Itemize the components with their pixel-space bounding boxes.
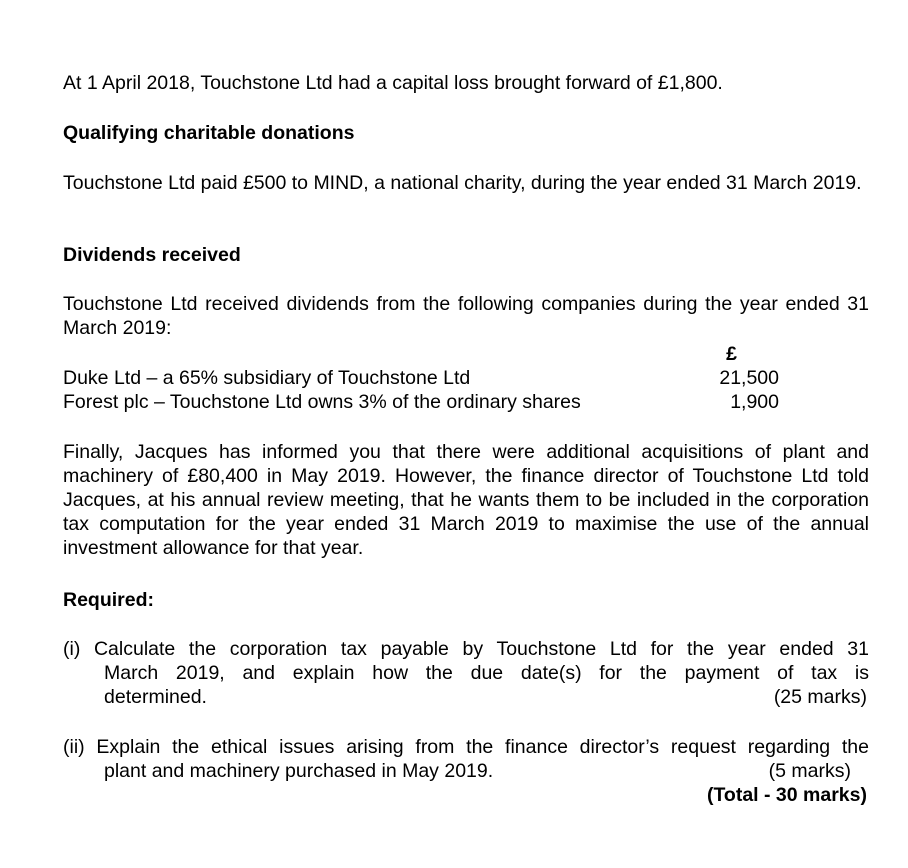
dividends-intro: Touchstone Ltd received dividends from the following companies during the year ended 31 March 2019: [63, 293, 869, 339]
requirement-ii-marks: (5 marks) [768, 760, 851, 782]
requirement-i-line3: determined. [104, 686, 207, 708]
question-page [63, 0, 869, 868]
capital-loss-paragraph: At 1 April 2018, Touchstone Ltd had a capital loss brought forward of £1,800. [63, 72, 723, 94]
requirement-i [63, 637, 869, 709]
dividend-label: Forest plc – Touchstone Ltd owns 3% of the ordinary shares [63, 391, 581, 413]
dividends-heading: Dividends received [63, 244, 241, 266]
requirement-i-marks: (25 marks) [773, 686, 867, 708]
requirement-ii [63, 735, 869, 807]
requirement-i-line2: March 2019, and explain how the due date(s) for the payment of tax is [104, 662, 869, 684]
finally-paragraph: Finally, Jacques has informed you that there were additional acquisitions of plant and machinery of £80,400 in May 2019. However, the finance director of Touchstone Ltd told Jacques, at his annual review meeting, that he wants them to be included in the corporation tax computation for the year ended 31 March 2019 to maximise the use of the annual investment allowance for that year. [63, 441, 869, 559]
currency-header: £ [726, 343, 737, 365]
total-marks: (Total - 30 marks) [706, 784, 867, 806]
requirement-ii-line1: (ii) Explain the ethical issues arising from the finance director’s request regarding the [63, 736, 869, 758]
charitable-heading: Qualifying charitable donations [63, 122, 355, 144]
dividend-label: Duke Ltd – a 65% subsidiary of Touchstone Ltd [63, 367, 471, 389]
currency-header-row [63, 342, 869, 366]
dividend-amount: 1,900 [730, 391, 779, 413]
charitable-paragraph: Touchstone Ltd paid £500 to MIND, a national charity, during the year ended 31 March 2019. [63, 172, 862, 194]
requirement-i-line1: (i) Calculate the corporation tax payable by Touchstone Ltd for the year ended 31 [63, 638, 869, 660]
dividends-table [63, 342, 869, 414]
required-heading: Required: [63, 589, 155, 611]
dividend-amount: 21,500 [719, 367, 779, 389]
requirement-ii-line2: plant and machinery purchased in May 2019. [104, 760, 494, 782]
table-row [63, 390, 869, 414]
table-row [63, 366, 869, 390]
